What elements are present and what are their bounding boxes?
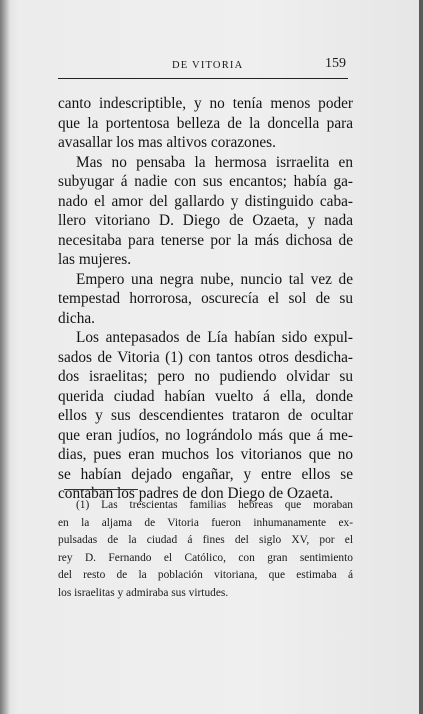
running-title: DE VITORIA [172,60,244,71]
footnote-line: (1) Las trescientas familias hebreas que moraban [76,499,353,511]
page-edge [419,0,423,714]
text-line: subyugar á nadie con sus encantos; había ga- [58,173,353,190]
footnote-rule [64,489,138,490]
text-line: avasallar los mas altivos corazones. [58,134,276,151]
footnote-line: los israelitas y admiraba sus virtudes. [58,586,229,599]
running-head [58,56,348,76]
footnote-line: del resto de la población vitoriana, que estimaba á [58,569,353,582]
text-line: Empero una negra nube, nuncio tal vez de [76,270,353,288]
body-text [58,94,353,504]
text-line: dias, pues eran muchos los vitorianos que no [58,446,353,463]
text-line: canto indescriptible, y no tenía menos poder [58,95,353,112]
text-line: ellos y sus descendientes trataron de ocultar [58,407,353,424]
text-line: llero vitoriano D. Diego de Ozaeta, y nada [58,212,353,229]
text-line: Mas no pensaba la hermosa isrraelita en [76,153,353,171]
text-line: contaban los padres de don Diego de Ozaeta. [58,485,334,502]
footnote-line: rey D. Fernando el Católico, con gran sentimiento [58,551,353,564]
text-line: dicha. [58,309,95,327]
text-line: las mujeres. [58,251,132,268]
text-line: necesitaba para tenerse por la más dichosa de [58,231,353,249]
text-line: Los antepasados de Lía habían sido expul- [76,329,353,346]
text-line: nado el amor del gallardo y distinguido caba- [58,192,353,210]
footnote-line: en la aljama de Vitoria fueron inhumanamente ex- [58,516,353,529]
text-line: querida ciudad habían vuelto á ella, donde [58,387,353,405]
footnote [58,497,353,603]
spine-shadow [0,0,10,714]
header-rule [58,78,348,79]
text-line: se habían dejado engañar, y entre ellos se [58,465,353,483]
footnote-line: pulsadas de la ciudad á fines del siglo XV, por el [58,534,353,547]
text-line: que eran judíos, no lográndolo más que á me- [58,426,353,444]
text-line: dos israelitas; pero no pudiendo olvidar su [58,368,353,385]
text-line: que la portentosa belleza de la doncella para [58,114,353,132]
page-number: 159 [325,56,346,71]
text-line: tempestad horrorosa, oscurecía el sol de su [58,290,353,307]
text-line: sados de Vitoria (1) con tantos otros desdicha- [58,348,353,366]
